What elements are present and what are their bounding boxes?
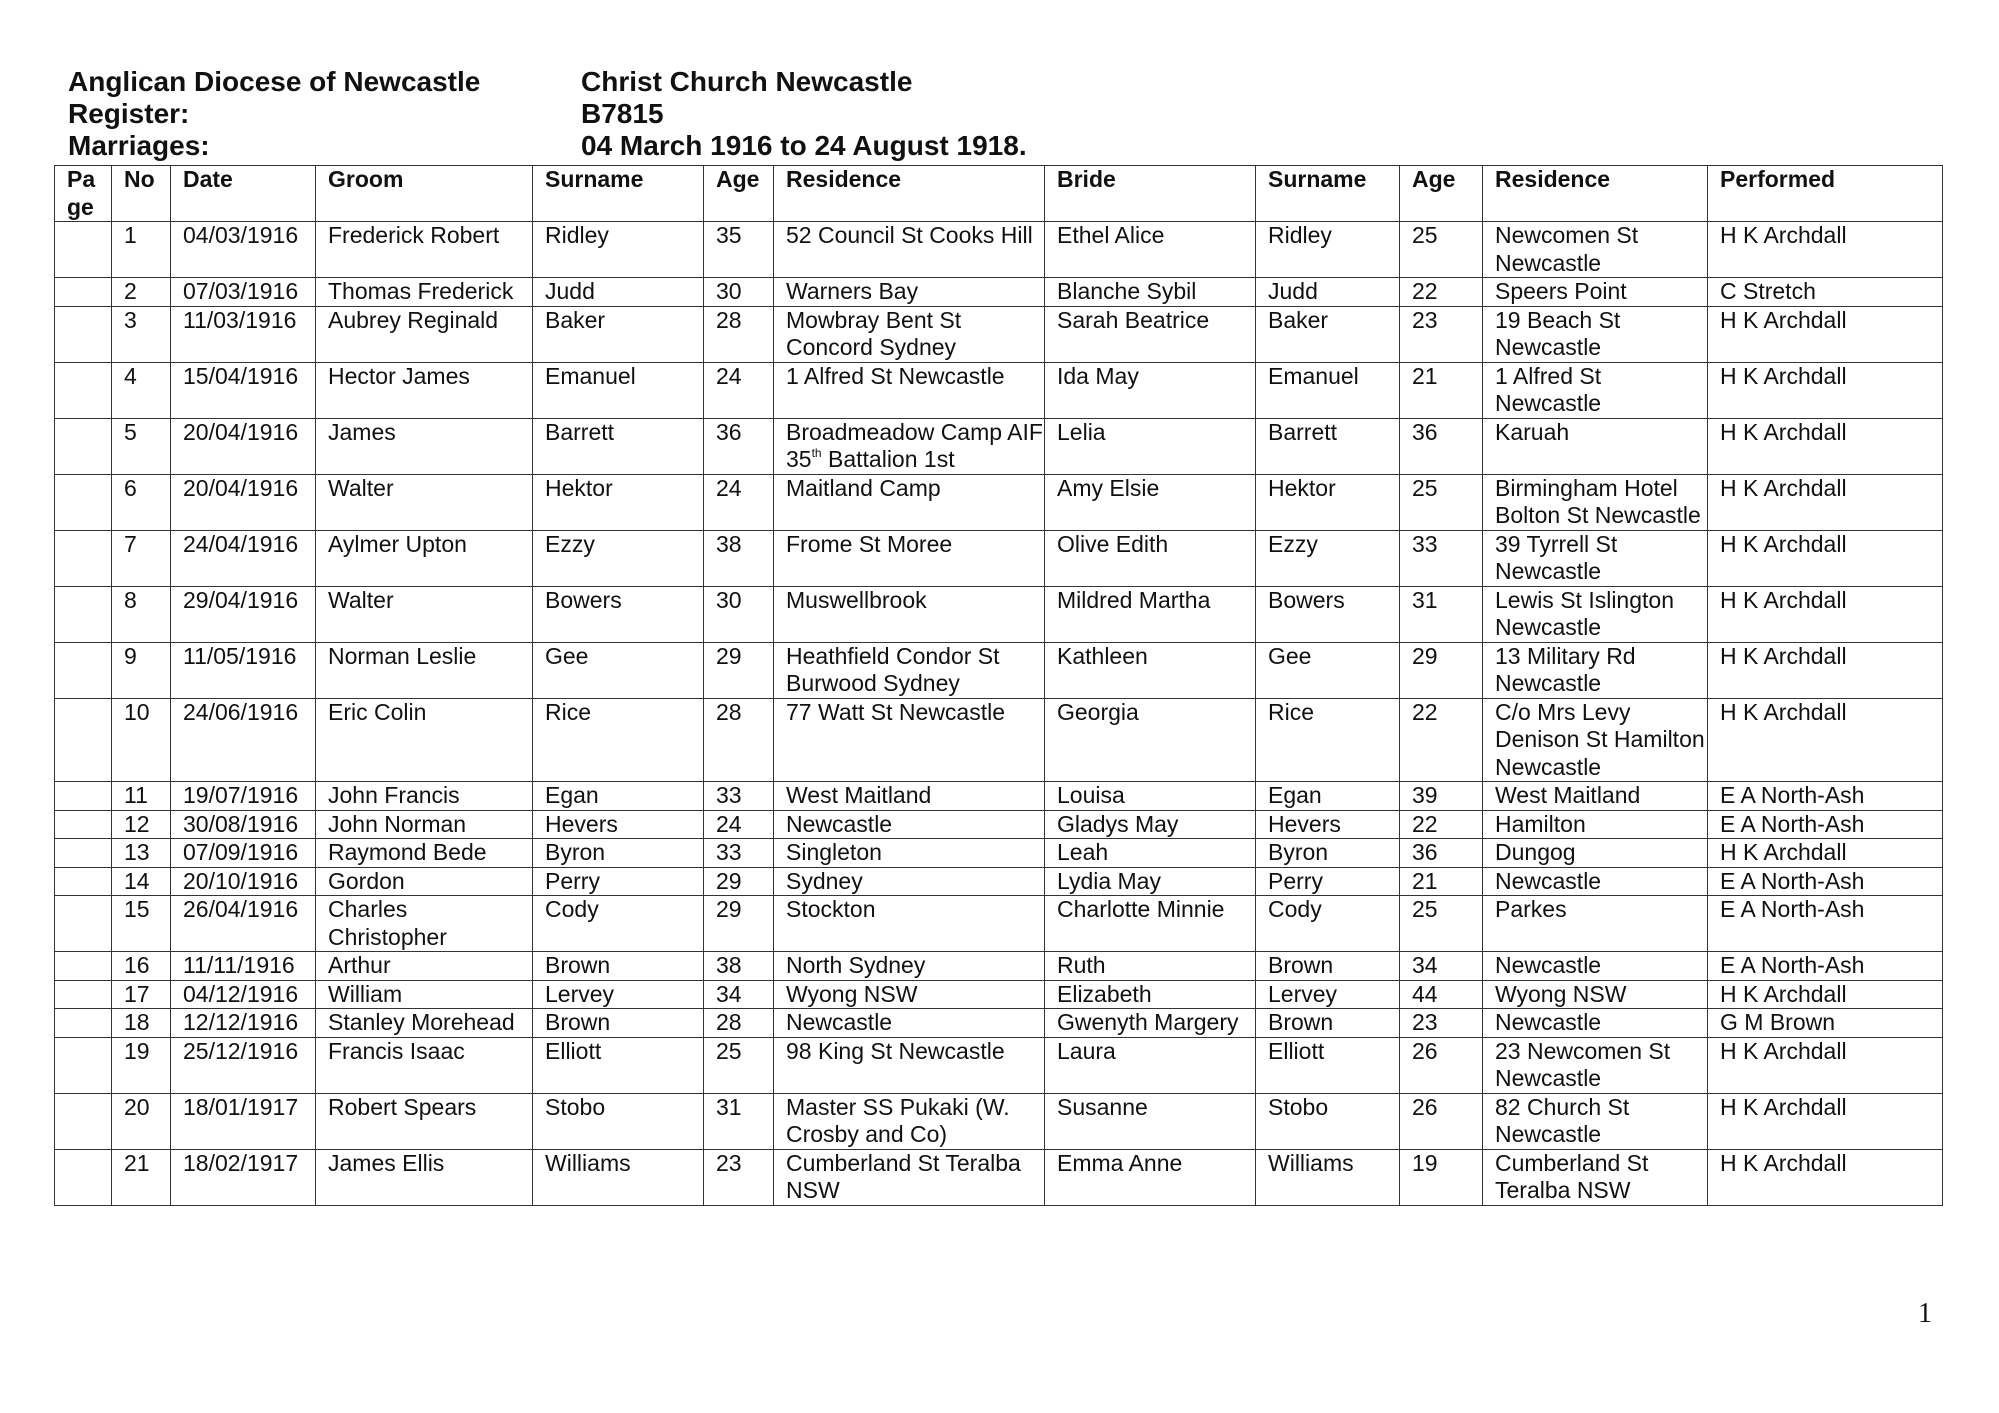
page-cell (55, 1037, 112, 1093)
bride-age: 22 (1400, 698, 1483, 782)
page-cell (55, 530, 112, 586)
bride-surname: Ezzy (1256, 530, 1400, 586)
groom-surname: Ridley (533, 222, 704, 278)
performed-by: H K Archdall (1708, 306, 1943, 362)
bride-residence: Cumberland St Teralba NSW (1483, 1149, 1708, 1205)
page-cell (55, 586, 112, 642)
table-row (55, 586, 1943, 642)
groom-residence: Warners Bay (774, 278, 1045, 307)
marriage-date: 20/10/1916 (171, 867, 316, 896)
col-header-performed: Performed (1708, 166, 1943, 222)
performed-by: H K Archdall (1708, 530, 1943, 586)
groom-surname: Barrett (533, 418, 704, 474)
page-cell (55, 1149, 112, 1205)
bride-surname: Barrett (1256, 418, 1400, 474)
entry-number: 16 (112, 952, 171, 981)
marriage-date: 18/01/1917 (171, 1093, 316, 1149)
groom-given-names: William (316, 980, 533, 1009)
col-header-groom-residence: Residence (774, 166, 1045, 222)
col-header-page: Pa ge (55, 166, 112, 222)
bride-given-names: Gwenyth Margery (1045, 1009, 1256, 1038)
bride-residence: Speers Point (1483, 278, 1708, 307)
performed-by: E A North-Ash (1708, 782, 1943, 811)
groom-residence: Sydney (774, 867, 1045, 896)
groom-given-names: Stanley Morehead (316, 1009, 533, 1038)
bride-given-names: Emma Anne (1045, 1149, 1256, 1205)
groom-residence: 77 Watt St Newcastle (774, 698, 1045, 782)
bride-given-names: Louisa (1045, 782, 1256, 811)
marriage-date: 26/04/1916 (171, 896, 316, 952)
groom-age: 24 (704, 810, 774, 839)
bride-age: 19 (1400, 1149, 1483, 1205)
bride-given-names: Laura (1045, 1037, 1256, 1093)
groom-residence: Cumberland St Teralba NSW (774, 1149, 1045, 1205)
bride-given-names: Olive Edith (1045, 530, 1256, 586)
table-row (55, 867, 1943, 896)
bride-age: 25 (1400, 222, 1483, 278)
page-cell (55, 896, 112, 952)
groom-given-names: Walter (316, 586, 533, 642)
groom-given-names: Walter (316, 474, 533, 530)
bride-given-names: Blanche Sybil (1045, 278, 1256, 307)
groom-surname: Elliott (533, 1037, 704, 1093)
groom-surname: Rice (533, 698, 704, 782)
bride-surname: Emanuel (1256, 362, 1400, 418)
performed-by: H K Archdall (1708, 642, 1943, 698)
bride-given-names: Kathleen (1045, 642, 1256, 698)
table-row (55, 980, 1943, 1009)
groom-surname: Brown (533, 952, 704, 981)
bride-age: 26 (1400, 1037, 1483, 1093)
groom-given-names: Aubrey Reginald (316, 306, 533, 362)
bride-age: 39 (1400, 782, 1483, 811)
col-header-groom: Groom (316, 166, 533, 222)
groom-given-names: James Ellis (316, 1149, 533, 1205)
marriages-label: Marriages: (68, 130, 210, 161)
marriage-date: 19/07/1916 (171, 782, 316, 811)
groom-age: 36 (704, 418, 774, 474)
page-cell (55, 1009, 112, 1038)
bride-residence: 23 Newcomen St Newcastle (1483, 1037, 1708, 1093)
groom-given-names: Arthur (316, 952, 533, 981)
groom-residence: Newcastle (774, 810, 1045, 839)
table-row (55, 839, 1943, 868)
groom-surname: Hektor (533, 474, 704, 530)
bride-residence: West Maitland (1483, 782, 1708, 811)
performed-by: E A North-Ash (1708, 952, 1943, 981)
groom-residence: North Sydney (774, 952, 1045, 981)
groom-surname: Byron (533, 839, 704, 868)
page-cell (55, 362, 112, 418)
bride-residence: Dungog (1483, 839, 1708, 868)
groom-residence: 98 King St Newcastle (774, 1037, 1045, 1093)
bride-given-names: Gladys May (1045, 810, 1256, 839)
groom-surname: Gee (533, 642, 704, 698)
groom-residence: Wyong NSW (774, 980, 1045, 1009)
bride-residence: Wyong NSW (1483, 980, 1708, 1009)
table-row (55, 698, 1943, 782)
page-cell (55, 698, 112, 782)
groom-residence: Muswellbrook (774, 586, 1045, 642)
bride-age: 33 (1400, 530, 1483, 586)
bride-age: 22 (1400, 810, 1483, 839)
bride-residence: Lewis St Islington Newcastle (1483, 586, 1708, 642)
entry-number: 19 (112, 1037, 171, 1093)
groom-given-names: Aylmer Upton (316, 530, 533, 586)
table-row (55, 278, 1943, 307)
bride-age: 29 (1400, 642, 1483, 698)
bride-age: 31 (1400, 586, 1483, 642)
bride-residence: 19 Beach St Newcastle (1483, 306, 1708, 362)
page-cell (55, 418, 112, 474)
groom-given-names: Francis Isaac (316, 1037, 533, 1093)
marriage-date: 29/04/1916 (171, 586, 316, 642)
table-body (55, 222, 1943, 1206)
entry-number: 21 (112, 1149, 171, 1205)
table-row (55, 952, 1943, 981)
entry-number: 9 (112, 642, 171, 698)
bride-age: 23 (1400, 1009, 1483, 1038)
marriage-date: 25/12/1916 (171, 1037, 316, 1093)
marriage-date: 24/06/1916 (171, 698, 316, 782)
bride-surname: Hevers (1256, 810, 1400, 839)
groom-residence: Singleton (774, 839, 1045, 868)
bride-surname: Gee (1256, 642, 1400, 698)
bride-surname: Cody (1256, 896, 1400, 952)
table-row (55, 362, 1943, 418)
groom-residence: Broadmeadow Camp AIF 35th Battalion 1st (774, 418, 1045, 474)
performed-by: H K Archdall (1708, 1149, 1943, 1205)
groom-surname: Baker (533, 306, 704, 362)
groom-given-names: James (316, 418, 533, 474)
bride-surname: Baker (1256, 306, 1400, 362)
col-header-bride-surname: Surname (1256, 166, 1400, 222)
bride-residence: 39 Tyrrell St Newcastle (1483, 530, 1708, 586)
bride-residence: 1 Alfred St Newcastle (1483, 362, 1708, 418)
bride-given-names: Georgia (1045, 698, 1256, 782)
entry-number: 12 (112, 810, 171, 839)
performed-by: H K Archdall (1708, 1093, 1943, 1149)
groom-residence: Frome St Moree (774, 530, 1045, 586)
groom-surname: Ezzy (533, 530, 704, 586)
table-row (55, 1149, 1943, 1205)
performed-by: E A North-Ash (1708, 810, 1943, 839)
marriage-date: 24/04/1916 (171, 530, 316, 586)
performed-by: H K Archdall (1708, 980, 1943, 1009)
col-header-date: Date (171, 166, 316, 222)
groom-age: 24 (704, 474, 774, 530)
entry-number: 18 (112, 1009, 171, 1038)
marriage-date: 11/03/1916 (171, 306, 316, 362)
page-number: 1 (1918, 1298, 1932, 1329)
bride-age: 23 (1400, 306, 1483, 362)
groom-residence: Stockton (774, 896, 1045, 952)
marriage-date: 11/11/1916 (171, 952, 316, 981)
page-cell (55, 782, 112, 811)
bride-age: 34 (1400, 952, 1483, 981)
table-row (55, 1037, 1943, 1093)
groom-residence: Mowbray Bent St Concord Sydney (774, 306, 1045, 362)
entry-number: 5 (112, 418, 171, 474)
document-header (68, 66, 1027, 162)
bride-given-names: Lelia (1045, 418, 1256, 474)
bride-given-names: Susanne (1045, 1093, 1256, 1149)
bride-surname: Bowers (1256, 586, 1400, 642)
marriage-date: 07/03/1916 (171, 278, 316, 307)
performed-by: H K Archdall (1708, 586, 1943, 642)
register-value: B7815 (581, 98, 664, 129)
bride-surname: Rice (1256, 698, 1400, 782)
table-header-row (55, 166, 1943, 222)
bride-age: 44 (1400, 980, 1483, 1009)
entry-number: 13 (112, 839, 171, 868)
entry-number: 6 (112, 474, 171, 530)
marriage-date: 11/05/1916 (171, 642, 316, 698)
groom-age: 30 (704, 278, 774, 307)
table-row (55, 222, 1943, 278)
bride-surname: Brown (1256, 952, 1400, 981)
page-cell (55, 980, 112, 1009)
col-header-bride: Bride (1045, 166, 1256, 222)
bride-surname: Hektor (1256, 474, 1400, 530)
bride-age: 25 (1400, 896, 1483, 952)
bride-age: 36 (1400, 839, 1483, 868)
bride-residence: Newcastle (1483, 867, 1708, 896)
entry-number: 1 (112, 222, 171, 278)
performed-by: H K Archdall (1708, 698, 1943, 782)
entry-number: 15 (112, 896, 171, 952)
performed-by: H K Archdall (1708, 474, 1943, 530)
bride-given-names: Amy Elsie (1045, 474, 1256, 530)
bride-surname: Brown (1256, 1009, 1400, 1038)
table-row (55, 782, 1943, 811)
bride-given-names: Ethel Alice (1045, 222, 1256, 278)
marriage-date: 04/03/1916 (171, 222, 316, 278)
table-row (55, 1093, 1943, 1149)
col-header-no: No (112, 166, 171, 222)
performed-by: H K Archdall (1708, 222, 1943, 278)
page-cell (55, 1093, 112, 1149)
performed-by: G M Brown (1708, 1009, 1943, 1038)
page-cell (55, 306, 112, 362)
marriage-date: 20/04/1916 (171, 474, 316, 530)
bride-surname: Ridley (1256, 222, 1400, 278)
groom-surname: Emanuel (533, 362, 704, 418)
bride-given-names: Ruth (1045, 952, 1256, 981)
bride-age: 21 (1400, 867, 1483, 896)
entry-number: 8 (112, 586, 171, 642)
bride-age: 21 (1400, 362, 1483, 418)
performed-by: E A North-Ash (1708, 896, 1943, 952)
groom-surname: Brown (533, 1009, 704, 1038)
groom-given-names: Norman Leslie (316, 642, 533, 698)
church-name: Christ Church Newcastle (581, 66, 913, 97)
register-label: Register: (68, 98, 190, 129)
groom-given-names: John Francis (316, 782, 533, 811)
groom-residence: Newcastle (774, 1009, 1045, 1038)
groom-age: 33 (704, 782, 774, 811)
groom-given-names: Raymond Bede (316, 839, 533, 868)
groom-given-names: Eric Colin (316, 698, 533, 782)
groom-given-names: Robert Spears (316, 1093, 533, 1149)
groom-age: 24 (704, 362, 774, 418)
bride-surname: Elliott (1256, 1037, 1400, 1093)
marriage-register-table (54, 165, 1943, 1206)
groom-residence: Maitland Camp (774, 474, 1045, 530)
groom-residence: Master SS Pukaki (W. Crosby and Co) (774, 1093, 1045, 1149)
bride-given-names: Lydia May (1045, 867, 1256, 896)
performed-by: H K Archdall (1708, 1037, 1943, 1093)
groom-residence: West Maitland (774, 782, 1045, 811)
groom-surname: Judd (533, 278, 704, 307)
entry-number: 10 (112, 698, 171, 782)
marriage-date: 12/12/1916 (171, 1009, 316, 1038)
groom-given-names: Frederick Robert (316, 222, 533, 278)
groom-age: 28 (704, 698, 774, 782)
page-cell (55, 278, 112, 307)
marriage-date: 07/09/1916 (171, 839, 316, 868)
bride-age: 22 (1400, 278, 1483, 307)
bride-residence: Newcastle (1483, 952, 1708, 981)
bride-residence: Parkes (1483, 896, 1708, 952)
marriage-date: 30/08/1916 (171, 810, 316, 839)
groom-given-names: John Norman (316, 810, 533, 839)
bride-given-names: Leah (1045, 839, 1256, 868)
entry-number: 14 (112, 867, 171, 896)
col-header-groom-age: Age (704, 166, 774, 222)
entry-number: 2 (112, 278, 171, 307)
bride-residence: 13 Military Rd Newcastle (1483, 642, 1708, 698)
bride-given-names: Mildred Martha (1045, 586, 1256, 642)
page-cell (55, 642, 112, 698)
groom-age: 23 (704, 1149, 774, 1205)
groom-age: 33 (704, 839, 774, 868)
table-row (55, 642, 1943, 698)
table-row (55, 530, 1943, 586)
entry-number: 20 (112, 1093, 171, 1149)
page-cell (55, 952, 112, 981)
marriage-date: 20/04/1916 (171, 418, 316, 474)
page-cell (55, 867, 112, 896)
table-row (55, 896, 1943, 952)
groom-surname: Egan (533, 782, 704, 811)
groom-surname: Hevers (533, 810, 704, 839)
bride-residence: C/o Mrs Levy Denison St Hamilton Newcastle (1483, 698, 1708, 782)
bride-given-names: Sarah Beatrice (1045, 306, 1256, 362)
groom-surname: Lervey (533, 980, 704, 1009)
bride-given-names: Ida May (1045, 362, 1256, 418)
groom-given-names: Thomas Frederick (316, 278, 533, 307)
groom-given-names: Hector James (316, 362, 533, 418)
bride-residence: Hamilton (1483, 810, 1708, 839)
bride-given-names: Charlotte Minnie (1045, 896, 1256, 952)
page-cell (55, 810, 112, 839)
groom-residence: 52 Council St Cooks Hill (774, 222, 1045, 278)
table-row (55, 1009, 1943, 1038)
marriages-date-range: 04 March 1916 to 24 August 1918. (581, 130, 1027, 161)
groom-age: 38 (704, 952, 774, 981)
entry-number: 7 (112, 530, 171, 586)
bride-residence: Newcomen St Newcastle (1483, 222, 1708, 278)
entry-number: 17 (112, 980, 171, 1009)
groom-surname: Williams (533, 1149, 704, 1205)
bride-given-names: Elizabeth (1045, 980, 1256, 1009)
bride-residence: Newcastle (1483, 1009, 1708, 1038)
bride-residence: Birmingham Hotel Bolton St Newcastle (1483, 474, 1708, 530)
groom-age: 28 (704, 1009, 774, 1038)
groom-age: 25 (704, 1037, 774, 1093)
table-row (55, 474, 1943, 530)
performed-by: E A North-Ash (1708, 867, 1943, 896)
entry-number: 3 (112, 306, 171, 362)
groom-residence: Heathfield Condor St Burwood Sydney (774, 642, 1045, 698)
bride-surname: Lervey (1256, 980, 1400, 1009)
entry-number: 11 (112, 782, 171, 811)
performed-by: H K Archdall (1708, 839, 1943, 868)
bride-surname: Stobo (1256, 1093, 1400, 1149)
marriage-date: 18/02/1917 (171, 1149, 316, 1205)
bride-surname: Perry (1256, 867, 1400, 896)
performed-by: H K Archdall (1708, 362, 1943, 418)
groom-given-names: Charles Christopher (316, 896, 533, 952)
bride-surname: Judd (1256, 278, 1400, 307)
performed-by: C Stretch (1708, 278, 1943, 307)
page-cell (55, 222, 112, 278)
bride-age: 25 (1400, 474, 1483, 530)
entry-number: 4 (112, 362, 171, 418)
bride-surname: Byron (1256, 839, 1400, 868)
groom-age: 28 (704, 306, 774, 362)
bride-residence: Karuah (1483, 418, 1708, 474)
bride-age: 36 (1400, 418, 1483, 474)
bride-residence: 82 Church St Newcastle (1483, 1093, 1708, 1149)
page-cell (55, 474, 112, 530)
groom-given-names: Gordon (316, 867, 533, 896)
bride-surname: Egan (1256, 782, 1400, 811)
groom-age: 34 (704, 980, 774, 1009)
marriage-date: 15/04/1916 (171, 362, 316, 418)
page-cell (55, 839, 112, 868)
table-row (55, 418, 1943, 474)
groom-age: 35 (704, 222, 774, 278)
bride-surname: Williams (1256, 1149, 1400, 1205)
col-header-bride-residence: Residence (1483, 166, 1708, 222)
groom-age: 38 (704, 530, 774, 586)
groom-residence: 1 Alfred St Newcastle (774, 362, 1045, 418)
marriage-date: 04/12/1916 (171, 980, 316, 1009)
performed-by: H K Archdall (1708, 418, 1943, 474)
groom-age: 29 (704, 867, 774, 896)
groom-surname: Bowers (533, 586, 704, 642)
diocese-title: Anglican Diocese of Newcastle (68, 66, 481, 97)
groom-surname: Cody (533, 896, 704, 952)
groom-age: 31 (704, 1093, 774, 1149)
groom-surname: Stobo (533, 1093, 704, 1149)
groom-age: 29 (704, 896, 774, 952)
groom-surname: Perry (533, 867, 704, 896)
col-header-bride-age: Age (1400, 166, 1483, 222)
table-row (55, 810, 1943, 839)
col-header-groom-surname: Surname (533, 166, 704, 222)
groom-age: 30 (704, 586, 774, 642)
groom-age: 29 (704, 642, 774, 698)
table-row (55, 306, 1943, 362)
bride-age: 26 (1400, 1093, 1483, 1149)
